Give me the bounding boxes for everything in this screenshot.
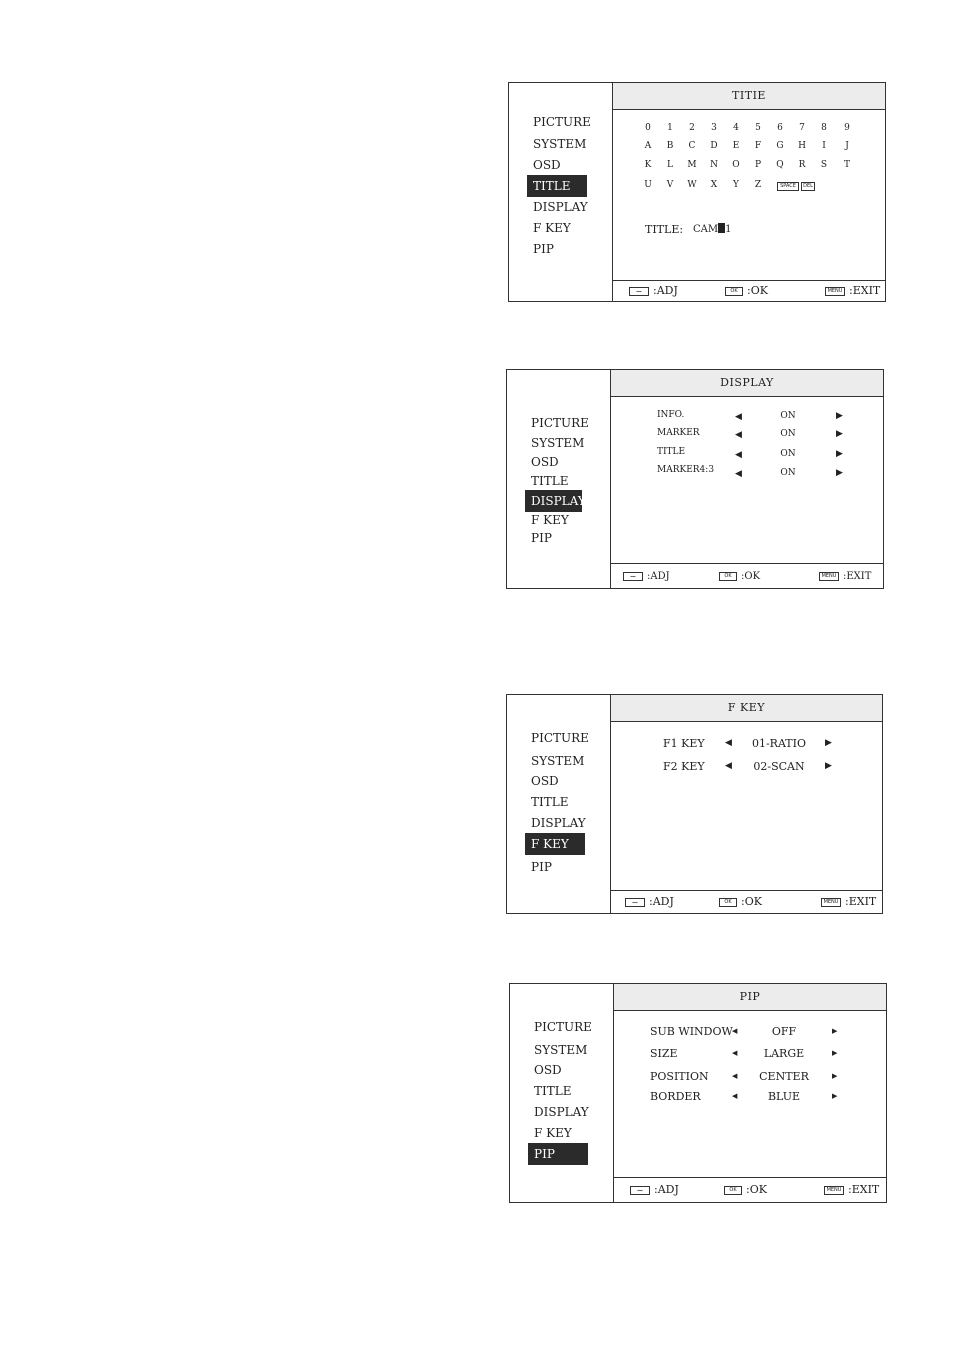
left-arrow-icon[interactable]: ◀ bbox=[735, 450, 742, 460]
panel-header: TITIE bbox=[613, 83, 885, 110]
ok-key-icon: OK bbox=[724, 1186, 742, 1195]
ok-key-icon: OK bbox=[719, 572, 737, 581]
right-arrow-icon[interactable]: ▶ bbox=[825, 738, 832, 748]
char-key[interactable]: 3 bbox=[711, 123, 717, 133]
char-key[interactable]: P bbox=[754, 160, 762, 170]
menu-item-system[interactable]: SYSTEM bbox=[533, 137, 587, 151]
exit-label: :EXIT bbox=[845, 895, 877, 908]
left-arrow-icon[interactable]: ◀ bbox=[725, 738, 732, 748]
right-arrow-icon[interactable]: ▶ bbox=[836, 429, 843, 439]
right-arrow-icon[interactable]: ▶ bbox=[832, 1027, 838, 1035]
panel-footer bbox=[611, 890, 882, 913]
menu-key-icon: MENU bbox=[824, 1186, 844, 1195]
right-arrow-icon[interactable]: ▶ bbox=[836, 468, 843, 478]
osd-main-area bbox=[614, 984, 886, 1202]
setting-value-position: CENTER bbox=[759, 1070, 809, 1083]
title-value-left: CAM bbox=[693, 224, 719, 235]
title-entry-field[interactable] bbox=[693, 223, 732, 235]
char-key[interactable]: 5 bbox=[755, 123, 761, 133]
char-key[interactable]: 4 bbox=[733, 123, 739, 133]
menu-item-system[interactable]: SYSTEM bbox=[534, 1043, 588, 1057]
char-key[interactable]: O bbox=[732, 160, 740, 170]
right-arrow-icon[interactable]: ▶ bbox=[825, 761, 832, 771]
adjust-label: :ADJ bbox=[649, 895, 674, 908]
char-key[interactable]: G bbox=[776, 141, 784, 151]
menu-item-system[interactable]: SYSTEM bbox=[531, 754, 585, 768]
char-key[interactable]: 0 bbox=[645, 123, 651, 133]
char-key[interactable]: B bbox=[666, 141, 674, 151]
menu-item-display[interactable]: DISPLAY bbox=[533, 200, 588, 214]
right-arrow-icon[interactable]: ▶ bbox=[836, 449, 843, 459]
menu-item-osd[interactable]: OSD bbox=[531, 774, 559, 788]
char-key[interactable]: D bbox=[710, 141, 718, 151]
left-arrow-icon[interactable]: ◀ bbox=[725, 761, 732, 771]
char-key[interactable]: E bbox=[732, 141, 740, 151]
char-key[interactable]: K bbox=[644, 160, 652, 170]
ok-key-icon: OK bbox=[719, 898, 737, 907]
delete-key[interactable]: DEL bbox=[801, 182, 815, 191]
char-key[interactable]: 7 bbox=[799, 123, 805, 133]
ok-label: :OK bbox=[747, 284, 768, 297]
menu-item-f-key[interactable]: F KEY bbox=[534, 1126, 572, 1140]
menu-item-display[interactable]: DISPLAY bbox=[525, 490, 582, 512]
menu-item-pip[interactable]: PIP bbox=[531, 531, 552, 545]
char-key[interactable]: 9 bbox=[844, 123, 850, 133]
menu-item-title[interactable]: TITLE bbox=[531, 795, 569, 809]
char-key[interactable]: L bbox=[667, 160, 673, 170]
left-arrow-icon[interactable]: ◀ bbox=[732, 1049, 738, 1057]
setting-label-marker: MARKER bbox=[657, 428, 700, 438]
setting-value-marker-4-3: ON bbox=[780, 468, 796, 478]
menu-item-picture[interactable]: PICTURE bbox=[531, 416, 589, 430]
char-key[interactable]: A bbox=[644, 141, 652, 151]
panel-header: DISPLAY bbox=[611, 370, 883, 397]
right-arrow-icon[interactable]: ▶ bbox=[832, 1049, 838, 1057]
setting-label-marker-4-3: MARKER4:3 bbox=[657, 465, 715, 475]
left-arrow-icon[interactable]: ◀ bbox=[735, 469, 742, 479]
menu-item-picture[interactable]: PICTURE bbox=[533, 115, 591, 129]
char-key[interactable]: T bbox=[843, 160, 850, 170]
osd-main-area bbox=[613, 83, 885, 301]
setting-label-sub-window: SUB WINDOW bbox=[650, 1025, 733, 1038]
exit-label: :EXIT bbox=[848, 1183, 880, 1196]
menu-item-pip[interactable]: PIP bbox=[531, 860, 552, 874]
menu-item-display[interactable]: DISPLAY bbox=[534, 1105, 589, 1119]
osd-side-menu bbox=[507, 370, 611, 588]
setting-value-border: BLUE bbox=[767, 1090, 801, 1103]
adjust-label: :ADJ bbox=[653, 284, 678, 297]
char-key[interactable]: F bbox=[754, 141, 762, 151]
ok-label: :OK bbox=[746, 1183, 767, 1196]
left-arrow-icon[interactable]: ◀ bbox=[732, 1072, 738, 1080]
osd-side-menu bbox=[507, 695, 611, 913]
ok-key-icon: OK bbox=[725, 287, 743, 296]
display-osd-panel bbox=[506, 369, 884, 589]
setting-label-title: TITLE bbox=[657, 447, 686, 457]
adjust-label: :ADJ bbox=[647, 571, 670, 582]
right-arrow-icon[interactable]: ▶ bbox=[836, 411, 843, 421]
menu-item-f-key[interactable]: F KEY bbox=[533, 221, 571, 235]
space-key[interactable]: SPACE bbox=[777, 182, 799, 191]
adjust-knob-icon: ∼ bbox=[629, 287, 649, 296]
char-key[interactable]: X bbox=[710, 180, 718, 190]
setting-label-f1-key: F1 KEY bbox=[663, 737, 705, 750]
title-entry-label: TITLE: bbox=[645, 223, 684, 236]
setting-value-title: ON bbox=[780, 449, 796, 459]
char-key[interactable]: 8 bbox=[821, 123, 827, 133]
menu-item-title[interactable]: TITLE bbox=[534, 1084, 572, 1098]
char-key[interactable]: V bbox=[666, 180, 674, 190]
setting-value-marker: ON bbox=[780, 429, 796, 439]
panel-footer bbox=[614, 1177, 886, 1202]
setting-value-info: ON bbox=[780, 411, 796, 421]
char-key[interactable]: W bbox=[687, 180, 697, 190]
exit-label: :EXIT bbox=[849, 284, 881, 297]
char-key[interactable]: U bbox=[644, 180, 652, 190]
left-arrow-icon[interactable]: ◀ bbox=[732, 1027, 738, 1035]
osd-side-menu bbox=[510, 984, 614, 1202]
char-key[interactable]: 2 bbox=[689, 123, 695, 133]
adjust-knob-icon: ∼ bbox=[623, 572, 643, 581]
setting-value-f1-key: 01-RATIO bbox=[751, 737, 807, 750]
menu-key-icon: MENU bbox=[825, 287, 845, 296]
adjust-label: :ADJ bbox=[654, 1183, 679, 1196]
ok-label: :OK bbox=[741, 571, 761, 582]
panel-header: F KEY bbox=[611, 695, 882, 722]
left-arrow-icon[interactable]: ◀ bbox=[735, 430, 742, 440]
setting-value-size: LARGE bbox=[763, 1047, 805, 1060]
left-arrow-icon[interactable]: ◀ bbox=[735, 412, 742, 422]
char-key[interactable]: R bbox=[798, 160, 806, 170]
osd-main-area bbox=[611, 695, 882, 913]
char-key[interactable]: C bbox=[688, 141, 696, 151]
setting-value-sub-window: OFF bbox=[771, 1025, 797, 1038]
adjust-knob-icon: ∼ bbox=[630, 1186, 650, 1195]
setting-value-f2-key: 02-SCAN bbox=[753, 760, 805, 773]
ok-label: :OK bbox=[741, 895, 762, 908]
menu-item-osd[interactable]: OSD bbox=[531, 455, 559, 469]
char-key[interactable]: Z bbox=[754, 180, 762, 190]
right-arrow-icon[interactable]: ▶ bbox=[832, 1072, 838, 1080]
title-value-right: 1 bbox=[725, 224, 732, 235]
char-key[interactable]: 1 bbox=[667, 123, 673, 133]
setting-label-info: INFO. bbox=[657, 410, 685, 420]
menu-item-title[interactable]: TITLE bbox=[527, 175, 587, 197]
menu-item-f-key[interactable]: F KEY bbox=[531, 513, 569, 527]
char-key[interactable]: M bbox=[687, 160, 697, 170]
char-key[interactable]: Y bbox=[733, 180, 739, 190]
menu-key-icon: MENU bbox=[821, 898, 841, 907]
osd-main-area bbox=[611, 370, 883, 588]
exit-label: :EXIT bbox=[843, 571, 872, 582]
menu-item-title[interactable]: TITLE bbox=[531, 474, 569, 488]
setting-label-position: POSITION bbox=[650, 1070, 709, 1083]
fkey-osd-panel bbox=[506, 694, 883, 914]
adjust-knob-icon: ∼ bbox=[625, 898, 645, 907]
menu-key-icon: MENU bbox=[819, 572, 839, 581]
setting-label-f2-key: F2 KEY bbox=[663, 760, 705, 773]
menu-item-picture[interactable]: PICTURE bbox=[534, 1020, 592, 1034]
menu-item-display[interactable]: DISPLAY bbox=[531, 816, 586, 830]
char-key[interactable]: H bbox=[798, 141, 806, 151]
char-key[interactable]: Q bbox=[776, 160, 784, 170]
panel-footer bbox=[613, 280, 885, 301]
menu-item-picture[interactable]: PICTURE bbox=[531, 731, 589, 745]
panel-footer bbox=[611, 563, 883, 588]
osd-side-menu bbox=[509, 83, 613, 301]
menu-item-pip[interactable]: PIP bbox=[528, 1143, 588, 1165]
char-key[interactable]: I bbox=[822, 141, 826, 151]
setting-label-size: SIZE bbox=[650, 1047, 678, 1060]
panel-header: PIP bbox=[614, 984, 886, 1011]
char-key[interactable]: J bbox=[845, 141, 849, 151]
menu-item-osd[interactable]: OSD bbox=[534, 1063, 562, 1077]
pip-osd-panel bbox=[509, 983, 887, 1203]
char-key[interactable]: 6 bbox=[777, 123, 783, 133]
menu-item-system[interactable]: SYSTEM bbox=[531, 436, 585, 450]
menu-item-pip[interactable]: PIP bbox=[533, 242, 554, 256]
title-osd-panel bbox=[508, 82, 886, 302]
right-arrow-icon[interactable]: ▶ bbox=[832, 1092, 838, 1100]
menu-item-f-key[interactable]: F KEY bbox=[525, 833, 585, 855]
menu-item-osd[interactable]: OSD bbox=[533, 158, 561, 172]
left-arrow-icon[interactable]: ◀ bbox=[732, 1092, 738, 1100]
char-key[interactable]: S bbox=[820, 160, 828, 170]
char-key[interactable]: N bbox=[710, 160, 718, 170]
setting-label-border: BORDER bbox=[650, 1090, 701, 1103]
